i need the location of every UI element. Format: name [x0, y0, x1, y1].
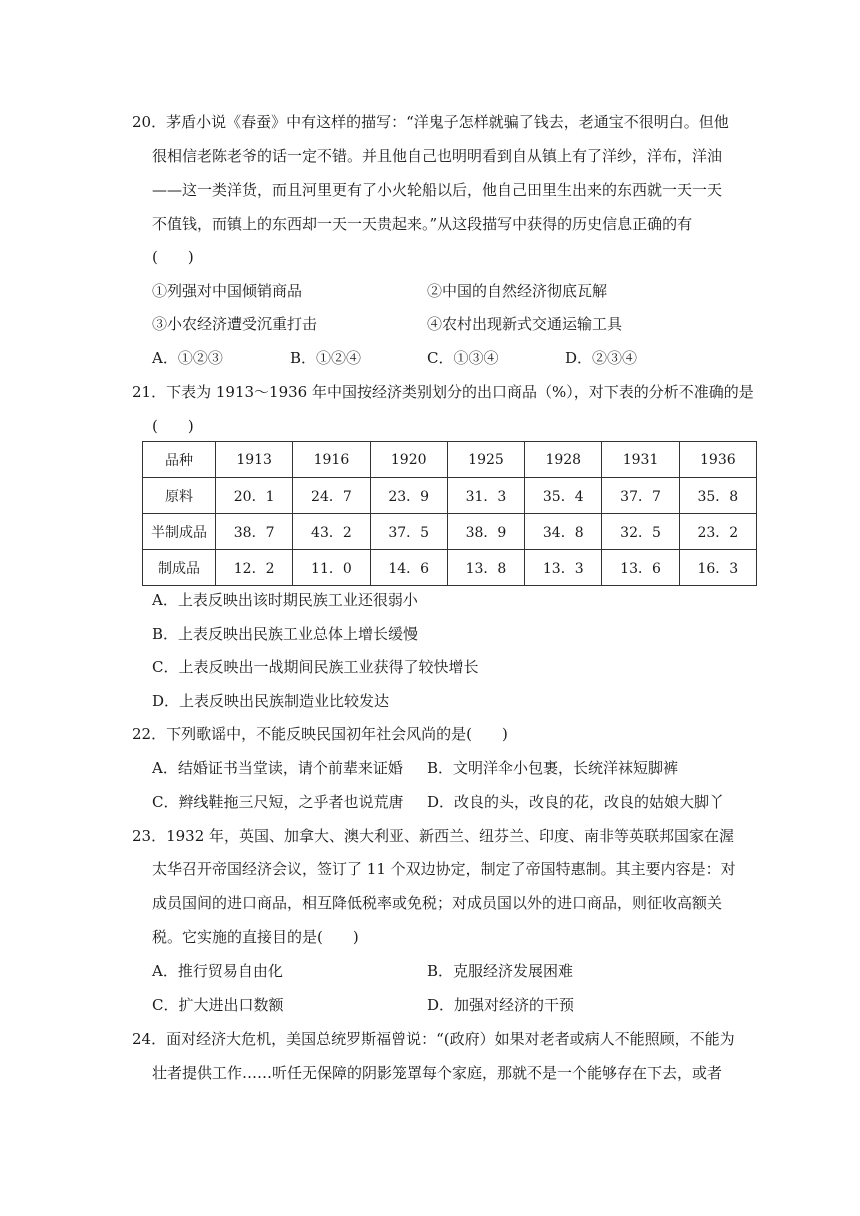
table-cell: 11．0	[293, 550, 370, 586]
table-cell: 38．9	[447, 514, 524, 550]
table-cell: 13．8	[447, 550, 524, 586]
question-23-line-4: 税。它实施的直接目的是( )	[152, 928, 359, 946]
table-cell: 23．2	[679, 514, 756, 550]
question-20-line-3: ——这一类洋货，而且河里更有了小火轮船以后，他自己田里生出来的东西就一天一天	[152, 181, 723, 199]
table-header-cell: 1913	[216, 442, 293, 478]
table-cell: 37．7	[602, 478, 679, 514]
question-24-line-2: 壮者提供工作……听任无保障的阴影笼罩每个家庭，那就不是一个能够存在下去，或者	[152, 1064, 723, 1082]
table-cell: 38．7	[216, 514, 293, 550]
question-20-item-1: ①列强对中国倾销商品	[152, 282, 303, 300]
question-20-line-2: 很相信老陈老爷的话一定不错。并且他自己也明明看到自从镇上有了洋纱，洋布，洋油	[152, 147, 723, 165]
question-23-line-1: 23．1932 年，英国、加拿大、澳大利亚、新西兰、纽芬兰、印度、南非等英联邦国家在渥	[132, 827, 735, 845]
question-23-option-a[interactable]: A．推行贸易自由化	[152, 962, 283, 980]
question-22-line-1: 22．下列歌谣中，不能反映民国初年社会风尚的是( )	[132, 725, 508, 743]
question-22-option-d[interactable]: D．改良的头，改良的花，改良的姑娘大脚丫	[427, 793, 725, 811]
table-cell: 35．4	[525, 478, 602, 514]
question-21-line-2: ( )	[152, 417, 194, 435]
question-20-option-b[interactable]: B．①②④	[290, 349, 362, 367]
export-table	[142, 441, 757, 586]
table-header-cell: 品种	[143, 442, 216, 478]
question-20-item-2: ②中国的自然经济彻底瓦解	[427, 282, 608, 300]
question-21-option-d[interactable]: D．上表反映出民族制造业比较发达	[152, 692, 390, 710]
question-20-option-a[interactable]: A．①②③	[152, 349, 223, 367]
table-row	[143, 514, 757, 550]
question-22-option-c[interactable]: C．辫线鞋拖三尺短，之乎者也说荒唐	[152, 793, 404, 811]
question-23-option-d[interactable]: D．加强对经济的干预	[427, 996, 575, 1014]
question-22-option-b[interactable]: B．文明洋伞小包裹，长统洋袜短脚裤	[427, 759, 679, 777]
table-cell: 31．3	[447, 478, 524, 514]
question-23-line-3: 成员国间的进口商品，相互降低税率或免税；对成员国以外的进口商品，则征收高额关	[152, 894, 723, 912]
table-header-cell: 1936	[679, 442, 756, 478]
table-header-cell: 1928	[525, 442, 602, 478]
question-23-option-c[interactable]: C．扩大进出口数额	[152, 996, 284, 1014]
table-header-cell: 1916	[293, 442, 370, 478]
question-23-option-b[interactable]: B．克服经济发展困难	[427, 962, 574, 980]
table-cell: 原料	[143, 478, 216, 514]
question-20-option-d[interactable]: D．②③④	[565, 349, 638, 367]
table-cell: 13．6	[602, 550, 679, 586]
table-cell: 32．5	[602, 514, 679, 550]
question-20-item-4: ④农村出现新式交通运输工具	[427, 315, 623, 333]
table-cell: 24．7	[293, 478, 370, 514]
table-header-cell: 1925	[447, 442, 524, 478]
table-cell: 16．3	[679, 550, 756, 586]
table-header-cell: 1920	[370, 442, 447, 478]
question-21-option-b[interactable]: B．上表反映出民族工业总体上增长缓慢	[152, 625, 419, 643]
question-24-line-1: 24．面对经济大危机，美国总统罗斯福曾说：“(政府）如果对老者或病人不能照顾，不能为	[132, 1030, 735, 1048]
question-21-option-c[interactable]: C．上表反映出一战期间民族工业获得了较快增长	[152, 658, 479, 676]
table-row	[143, 550, 757, 586]
table-cell: 13．3	[525, 550, 602, 586]
question-21-option-a[interactable]: A．上表反映出该时期民族工业还很弱小	[152, 591, 418, 609]
table-cell: 43．2	[293, 514, 370, 550]
table-cell: 23．9	[370, 478, 447, 514]
question-20-line-4: 不值钱，而镇上的东西却一天一天贵起来。”从这段描写中获得的历史信息正确的有	[152, 215, 693, 233]
table-cell: 制成品	[143, 550, 216, 586]
table-cell: 35．8	[679, 478, 756, 514]
table-header-row	[143, 442, 757, 478]
table-cell: 34．8	[525, 514, 602, 550]
table-cell: 半制成品	[143, 514, 216, 550]
question-20-option-c[interactable]: C．①③④	[427, 349, 499, 367]
table-cell: 20．1	[216, 478, 293, 514]
question-20-line-1: 20．茅盾小说《春蚕》中有这样的描写：“洋鬼子怎样就骗了钱去，老通宝不很明白。但他	[132, 113, 729, 131]
question-21-line-1: 21．下表为 1913～1936 年中国按经济类别划分的出口商品（%），对下表的分析不准确的是	[132, 383, 754, 401]
table-cell: 37．5	[370, 514, 447, 550]
question-20-item-3: ③小农经济遭受沉重打击	[152, 315, 318, 333]
question-20-line-5: ( )	[152, 248, 194, 266]
table-row	[143, 478, 757, 514]
table-header-cell: 1931	[602, 442, 679, 478]
question-22-option-a[interactable]: A．结婚证书当堂读，请个前辈来证婚	[152, 759, 403, 777]
question-23-line-2: 太华召开帝国经济会议，签订了 11 个双边协定，制定了帝国特惠制。其主要内容是：对	[152, 860, 736, 878]
table-cell: 12．2	[216, 550, 293, 586]
table-cell: 14．6	[370, 550, 447, 586]
